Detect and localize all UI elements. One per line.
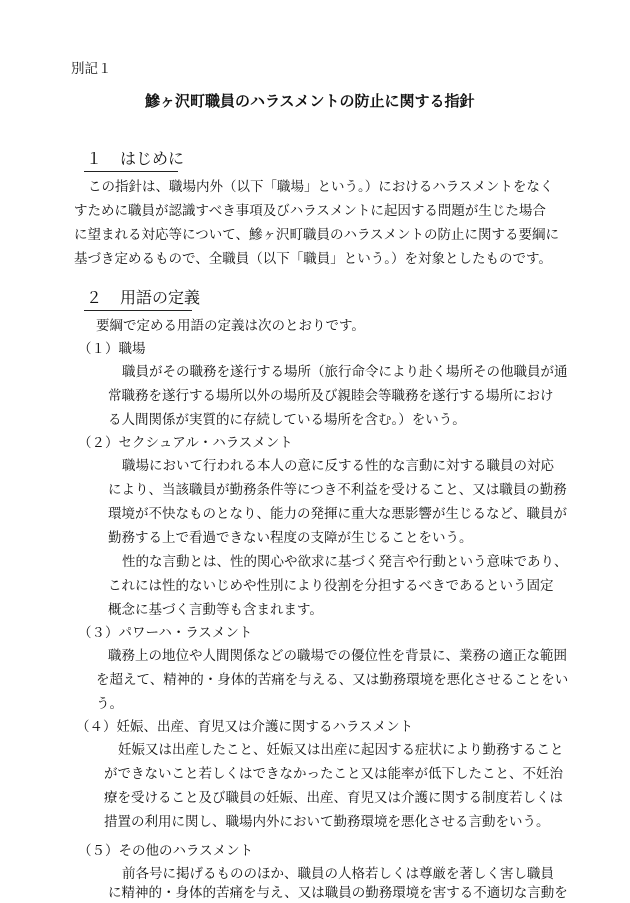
section-number: １ [86, 149, 103, 168]
item-line: 概念に基づく言動等も含まれます。 [108, 602, 323, 618]
item-line: 常職務を遂行する場所以外の場所及び親睦会等職務を遂行する場所におけ [108, 388, 554, 404]
item-line: 前各号に掲げるもののほか、職員の人格若しくは尊厳を著しく害し職員 [122, 866, 554, 882]
item-line: ができないこと若しくはできなかったこと又は能率が低下したこと、不妊治 [104, 766, 563, 782]
item-line: う。 [96, 696, 123, 712]
item-line: 環境が不快なものとなり、能力の発揮に重大な悪影響が生じるなど、職員が [108, 506, 567, 522]
item-5-label: （５）その他のハラスメント [78, 843, 254, 859]
section-title: 用語の定義 [120, 288, 201, 307]
item-line: 性的な言動とは、性的関心や欲求に基づく発言や行動という意味であり、 [122, 554, 568, 570]
item-line: 職場において行われる本人の意に反する性的な言動に対する職員の対応 [122, 458, 554, 474]
item-line: 療を受けること及び職員の妊娠、出産、育児又は介護に関する制度若しくは [104, 790, 563, 806]
section-underline [84, 310, 192, 311]
item-line: により、当該職員が勤務条件等につき不利益を受けること、又は職員の勤務 [108, 482, 567, 498]
item-line: これには性的ないじめや性別により役割を分担するべきであるという固定 [108, 578, 554, 594]
item-2-label: （２）セクシュアル・ハラスメント [78, 435, 293, 451]
section-underline [84, 171, 178, 172]
item-line: る人間関係が実質的に存続している場所を含む。）をいう。 [108, 412, 466, 428]
paragraph-line: すために職員が認識すべき事項及びハラスメントに起因する問題が生じた場合 [74, 203, 546, 219]
section-number: ２ [86, 288, 103, 307]
annex-label: 別記１ [71, 61, 112, 77]
document-title: 鰺ヶ沢町職員のハラスメントの防止に関する指針 [145, 92, 475, 110]
paragraph-line: この指針は、職場内外（以下「職場」という。）におけるハラスメントをなく [88, 179, 554, 195]
paragraph-line: 基づき定めるもので、全職員（以下「職員」という。）を対象としたものです。 [74, 251, 552, 267]
section-2-heading [86, 290, 200, 306]
section-1-heading [86, 151, 184, 167]
item-line: 妊娠又は出産したこと、妊娠又は出産に起因する症状により勤務すること [118, 742, 564, 758]
item-3-label: （３）パワーハ・ラスメント [78, 625, 253, 641]
item-line: 措置の利用に関し、職場内外において勤務環境を悪化させる言動をいう。 [104, 814, 550, 830]
item-line: 勤務する上で看過できない程度の支障が生じることをいう。 [108, 530, 473, 546]
item-1-label: （１）職場 [78, 341, 146, 357]
section-title: はじめに [120, 149, 185, 168]
item-line: 職務上の地位や人間関係などの職場での優位性を背景に、業務の適正な範囲 [108, 648, 567, 664]
item-line: 職員がその職務を遂行する場所（旅行命令により赴く場所その他職員が通 [122, 364, 568, 380]
definitions-intro: 要綱で定める用語の定義は次のとおりです。 [96, 318, 365, 334]
item-line: に精神的・身体的苦痛を与え、又は職員の勤務環境を害する不適切な言動を [108, 885, 568, 901]
paragraph-line: に望まれる対応等について、鰺ヶ沢町職員のハラスメントの防止に関する要綱に [74, 227, 560, 243]
item-4-label: （４）妊娠、出産、育児又は介護に関するハラスメント [76, 719, 414, 735]
item-line: を超えて、精神的・身体的苦痛を与える、又は勤務環境を悪化させることをい [96, 672, 569, 688]
